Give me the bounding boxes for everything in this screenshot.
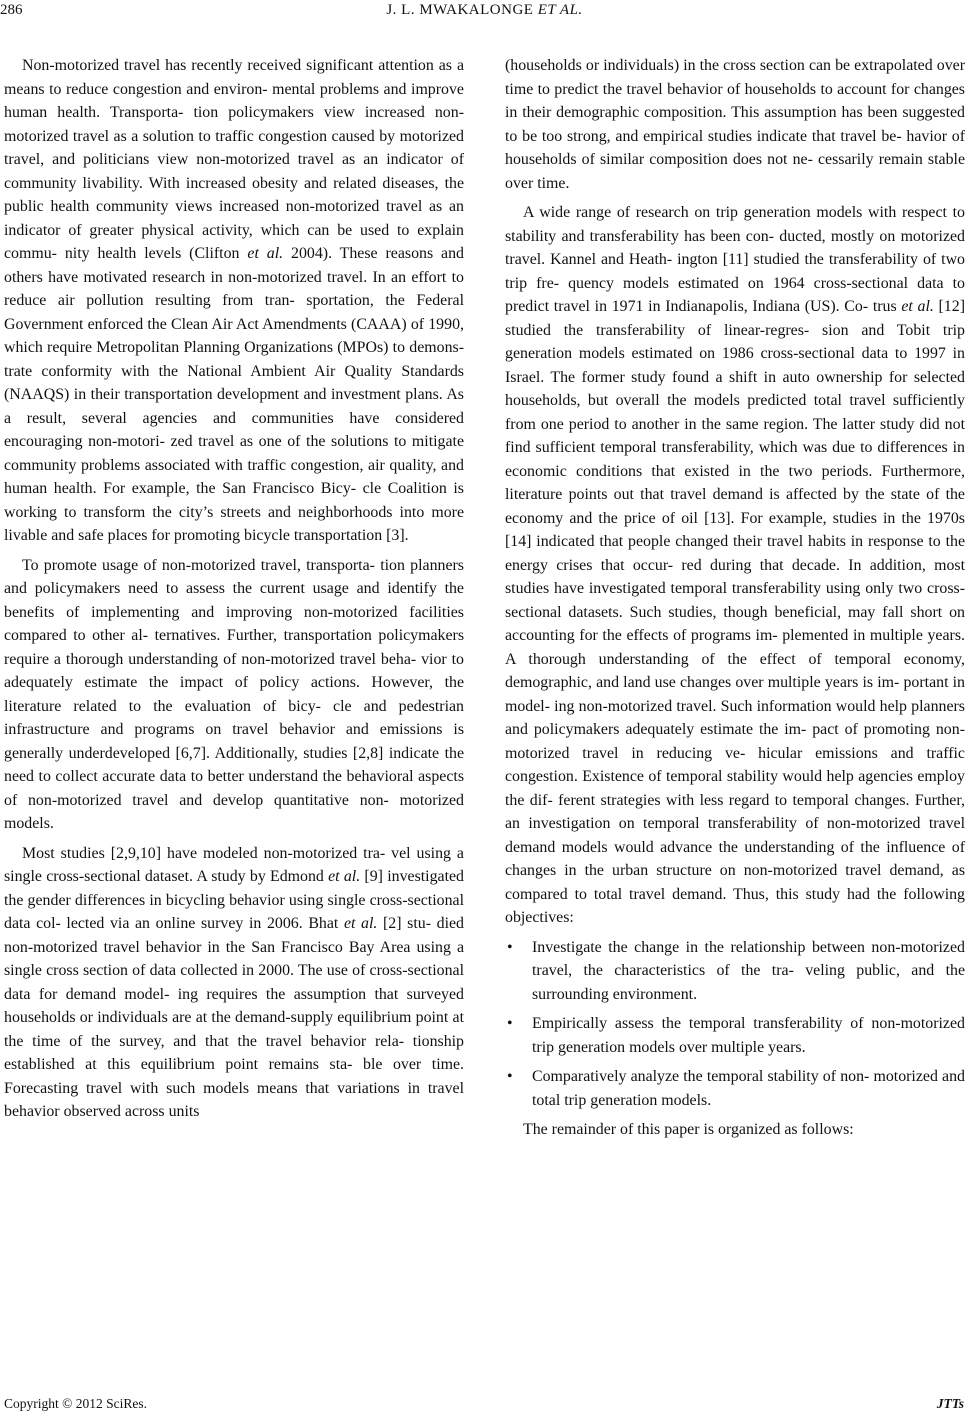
paragraph [4, 54, 464, 548]
text-run: [2] stu- died non-motorized travel behavior in the San Francisco Bay Area using a single cross section of data collected in 2000. The use of cross-sectional data for demand model- ing requires the assumption that surveyed households or individuals are at the demand-supply equilibrium point at the time of the survey, and that the travel behavior rela- tionship established at this equilibrium point remains sta- ble over time. Forecasting travel with such models means that variations in travel behavior observed across units [4, 915, 464, 1120]
list-item [505, 936, 965, 1007]
list-item-text: Comparatively analyze the temporal stability of non- motorized and total trip generation models. [532, 1068, 965, 1109]
paragraph [505, 201, 965, 930]
italic-et-al: et al. [328, 868, 361, 885]
italic-et-al: et al. [343, 915, 378, 932]
running-head-authors: J. L. MWAKALONGE [386, 2, 534, 18]
bullet-icon: • [507, 1015, 513, 1032]
paragraph: The remainder of this paper is organized as follows: [523, 1121, 854, 1138]
running-head [0, 2, 969, 19]
text-run: [9] investigated the gender differences in bicycling behavior using single cross-sectional data col- lected via an online survey in 2006. Bhat [4, 868, 464, 932]
paragraph-continued: (households or individuals) in the cross section can be extrapolated over time to predict the travel behavior of households to account for changes in their demographic composition. This assumption has been suggested to be too strong, and empirical studies indicate that travel be- havior of households of similar composition does not ne- cessarily remain stable over time. [505, 57, 965, 192]
list-item-text: Investigate the change in the relationship between non-motorized travel, the characteristics of the tra- veling public, and the surrounding environment. [532, 938, 965, 1003]
objectives-list [505, 936, 965, 1113]
text-run: 2004). These reasons and others have motivated research in non-motorized travel. In an effort to reduce air pollution resulting from tran- sportation, the Federal Government enforced the Clean Air Act Amendments (CAAA) of 1990, which require Metropolitan Planning Organizations (MPOs) to demons- trate conformity with the National Ambient Air Quality Standards (NAAQS) in their transportation development and investment plans. As a result, several agencies and communities have considered encouraging non-motori- zed travel as one of the solutions to mitigate community problems associated with traffic congestion, air quality, and human health. For example, the San Francisco Bicy- cle Coalition is working to transform the city’s streets and neighborhoods into more livable and safe places for promoting bicycle transportation [3]. [4, 245, 464, 544]
bullet-icon: • [507, 938, 513, 956]
italic-et-al: et al. [247, 245, 284, 262]
copyright-text: Copyright © 2012 SciRes. [4, 1396, 148, 1411]
text-run: Non-motorized travel has recently received significant attention as a means to reduce congestion and environ- mental problems and improve human health. Transporta- tion policymakers view increased non-motorized travel as a solution to traffic congestion caused by motorized travel, and politicians view non-motorized travel as an indicator of community livability. With increased obesity and related diseases, the public health community views increased non-motorized travel as an indicator of greater physical activity, which can be used to explain commu- nity health levels (Clifton [4, 57, 464, 262]
list-item [505, 1012, 965, 1059]
page-number: 286 [0, 2, 23, 18]
text-run: [12] studied the transferability of linear-regres- sion and Tobit trip generation models estimated on 1986 cross-sectional data to 1997 in Israel. The former study found a shift in auto ownership for selected households, but overall the models predicted total travel sufficiently from one period to another in the same region. The latter study did not find sufficient temporal transferability, which was due to differences in economic conditions that existed in the two periods. Furthermore, literature points out that travel demand is affected by the state of the economy and the price of oil [13]. For example, studies in the 1970s [14] indicated that people changed their travel habits in response to the energy crises that occur- red during that decade. In addition, most studies have investigated temporal transferability using only two cross- sectional datasets. Such studies, though beneficial, may fall short on accounting for the effects of programs im- plemented in multiple years. A thorough understanding of the effect of temporal economy, demographic, and land use changes over multiple years is im- portant in model- ing non-motorized travel. Such information would help planners and policymakers adequately estimate the im- pact of promoting non-motorized travel in reducing ve- hicular emissions and traffic congestion. Existence of temporal stability would help agencies employ the dif- ferent strategies with less regard to temporal changes. Further, an investigation on temporal transferability of non-motorized travel demand models would advance the understanding of the influence of changes in the urban structure on non-motorized travel demand, as compared to total travel demand. Thus, this study had the following objectives: [505, 298, 965, 926]
paragraph [4, 842, 464, 1124]
list-item-text: Empirically assess the temporal transferability of non-motorized trip generation models over multiple years. [532, 1015, 965, 1056]
journal-name: JTTs [936, 1396, 964, 1411]
right-column [505, 54, 965, 1148]
text-run: A wide range of research on trip generation models with respect to stability and transferability has been con- ducted, mostly on motorized travel. Kannel and Heath- ington [11] studied the transferability of two trip fre- quency models estimated on 1964 cross-sectional data to predict travel in 1971 in Indianapolis, Indiana (US). Co- trus [505, 204, 965, 315]
running-head-etal: ET AL. [537, 2, 583, 18]
page-header [0, 0, 969, 40]
text-run: Most studies [2,9,10] have modeled non-motorized tra- vel using a single cross-sectional dataset. A study by Edmond [4, 844, 464, 885]
bullet-icon: • [507, 1068, 513, 1085]
italic-et-al: et al. [901, 298, 934, 315]
left-column [4, 54, 464, 1130]
paragraph: To promote usage of non-motorized travel, transporta- tion planners and policymakers need to assess the current usage and identify the benefits of implementing and improving non-motorized facilities compared to other al- ternatives. Further, transportation policymakers require a thorough understanding of non-motorized travel beha- vior to adequately estimate the impact of policy actions. However, the literature related to the evaluation of bicy- cle and pedestrian infrastructure and programs on travel behavior and emissions is generally underdeveloped [6,7]. Additionally, studies [2,8] indicate the need to collect accurate data to better understand the behavioral aspects of non-motorized travel and develop quantitative non- motorized models. [4, 556, 464, 832]
list-item [505, 1065, 965, 1112]
